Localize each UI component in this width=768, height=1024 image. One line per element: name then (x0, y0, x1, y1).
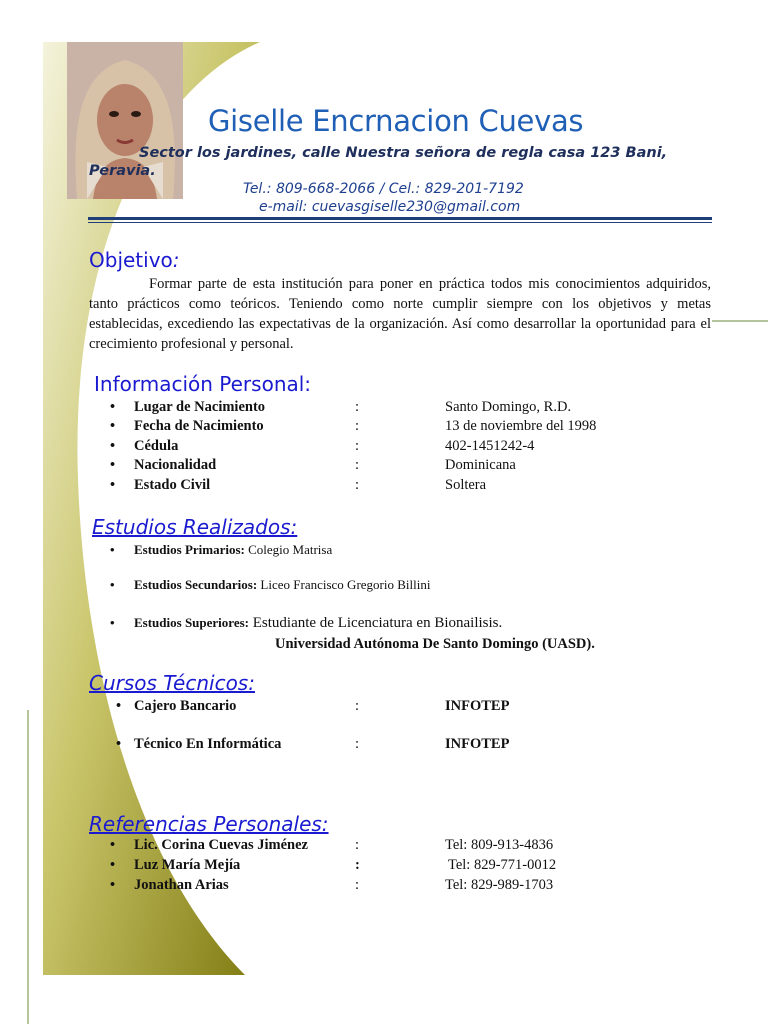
objective-text: Formar parte de esta institución para poner en práctica todos mis conocimientos adquiridos, tanto prácticos como teóricos. Teniendo como norte cumplir siempre con los objetivos y metas establecidas, excediendo las expectativas de la organización. Así como desarrollar la oportunidad para el crecimiento profesional y personal. (89, 276, 711, 352)
study-label: Estudios Primarios: (134, 542, 245, 557)
row-separator: : (355, 857, 360, 873)
phone-numbers: Tel.: 809-668-2066 / Cel.: 829-201-7192 (243, 181, 524, 197)
row-label: Cédula (134, 438, 179, 454)
studies-heading: Estudios Realizados: (92, 515, 298, 539)
university-name: Universidad Autónoma De Santo Domingo (UASD). (275, 636, 595, 652)
row-value: Soltera (445, 477, 487, 493)
study-value: Liceo Francisco Gregorio Billini (257, 577, 431, 592)
row-label: Lic. Corina Cuevas Jiménez (134, 837, 308, 853)
row-value: Dominicana (445, 457, 516, 473)
header-divider (88, 217, 712, 220)
row-label: Técnico En Informática (134, 736, 282, 752)
study-value: Estudiante de Licenciatura en Bionailisis. (248, 615, 503, 631)
row-label: Estado Civil (134, 477, 211, 493)
row-label: Nacionalidad (134, 457, 217, 473)
row-label: Jonathan Arias (134, 877, 229, 893)
row-separator: : (355, 736, 360, 752)
row-separator: : (355, 837, 360, 853)
bullet: • (110, 542, 115, 557)
study-label: Estudios Secundarios: (134, 577, 258, 592)
header-divider-thin (88, 222, 712, 223)
bullet: • (110, 457, 116, 473)
references-heading: Referencias Personales: (89, 812, 329, 836)
applicant-name: Giselle Encrnacion Cuevas (208, 104, 584, 138)
row-value: Santo Domingo, R.D. (445, 399, 572, 415)
row-label: Lugar de Nacimiento (134, 399, 266, 415)
bullet: • (116, 736, 122, 752)
row-value: 402-1451242-4 (445, 438, 535, 454)
row-value: 13 de noviembre del 1998 (445, 418, 597, 434)
row-separator: : (355, 698, 360, 714)
row-label: Fecha de Nacimiento (134, 418, 264, 434)
address: Sector los jardines, calle Nuestra señora de regla casa 123 Bani, Peravia. (89, 145, 668, 179)
study-value: Colegio Matrisa (244, 542, 333, 557)
bullet: • (110, 837, 116, 853)
bullet: • (110, 399, 116, 415)
row-value: INFOTEP (445, 736, 510, 752)
row-separator: : (355, 877, 360, 893)
row-separator: : (355, 399, 360, 415)
row-value: Tel: 829-771-0012 (448, 857, 557, 873)
row-separator: : (355, 477, 360, 493)
bullet: • (116, 698, 122, 714)
row-separator: : (355, 457, 360, 473)
bullet: • (110, 438, 116, 454)
courses-heading: Cursos Técnicos: (89, 671, 255, 695)
row-label: Luz María Mejía (134, 857, 241, 873)
row-separator: : (355, 438, 360, 454)
bullet: • (110, 418, 116, 434)
row-value: Tel: 809-913-4836 (445, 837, 554, 853)
bullet: • (110, 877, 116, 893)
bullet: • (110, 477, 116, 493)
personal-info-heading: Información Personal: (94, 372, 312, 396)
bullet: • (110, 577, 115, 592)
study-label: Estudios Superiores: (134, 615, 249, 630)
objective-heading: Objetivo: (89, 248, 180, 272)
row-value: Tel: 829-989-1703 (445, 877, 554, 893)
row-value: INFOTEP (445, 698, 510, 714)
row-separator: : (355, 418, 360, 434)
bullet: • (110, 857, 116, 873)
email-address: e-mail: cuevasgiselle230@gmail.com (259, 199, 521, 215)
row-label: Cajero Bancario (134, 698, 237, 714)
bullet: • (110, 615, 115, 630)
